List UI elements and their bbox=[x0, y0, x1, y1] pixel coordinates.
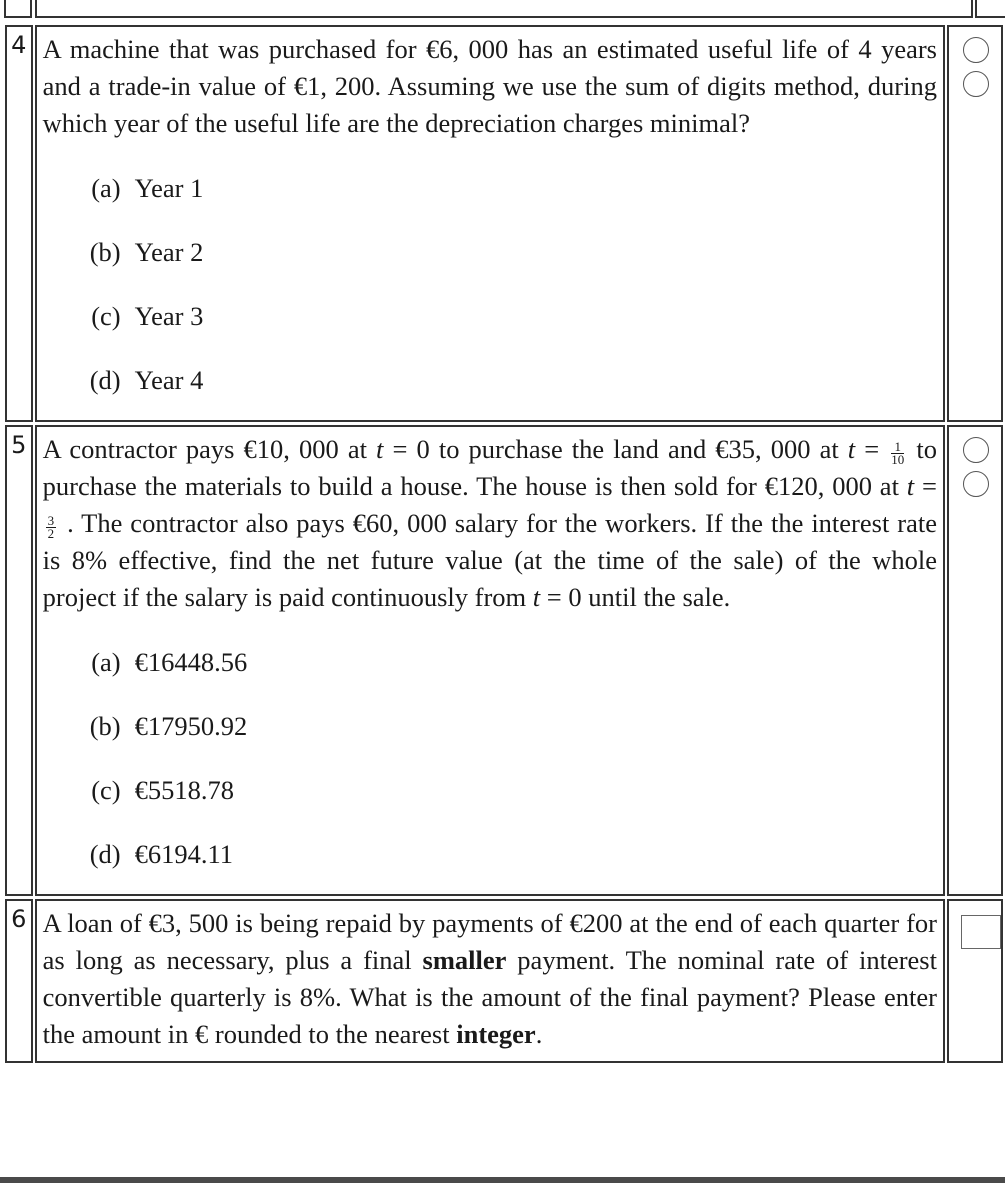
text-segment: to purchase the materials to build a house. The house is then sold for €120, 000 at bbox=[42, 434, 937, 501]
text-segment: = 0 until the sale. bbox=[540, 582, 731, 612]
text-segment: = 0 to purchase the land and €35, 000 at bbox=[383, 434, 848, 464]
previous-answer-cell bbox=[975, 0, 1005, 18]
text-segment: A loan of €3, 500 is being repaid by payments of €200 at the end of each quarter for as long as necessary, plus a final bbox=[42, 908, 937, 975]
option-text: Year 4 bbox=[134, 365, 204, 395]
text-segment: . bbox=[535, 1019, 543, 1049]
bold-smaller: smaller bbox=[422, 945, 507, 975]
option-text: €17950.92 bbox=[134, 711, 248, 741]
question-body bbox=[35, 899, 945, 1063]
options-list bbox=[63, 156, 937, 412]
var-t: t bbox=[847, 434, 856, 464]
fraction-numerator: 1 bbox=[891, 441, 904, 454]
text-segment: = bbox=[914, 471, 937, 501]
previous-question-row-fragment bbox=[0, 0, 1005, 17]
question-row-6 bbox=[5, 899, 1003, 1063]
text-segment: payment. The nominal rate of interest convertible quarterly is 8%. What is the amount of the final payment? Please enter the amount in € rounded to the nearest bbox=[42, 945, 937, 1049]
question-text bbox=[43, 431, 937, 616]
question-text bbox=[43, 905, 937, 1053]
question-row-4 bbox=[5, 25, 1003, 422]
previous-body-cell bbox=[35, 0, 973, 18]
options-list bbox=[63, 630, 937, 886]
answer-cell bbox=[947, 25, 1003, 422]
var-t: t bbox=[532, 582, 541, 612]
option-label: (b) bbox=[89, 711, 121, 741]
fraction-three-halves bbox=[46, 515, 57, 540]
fraction-numerator: 3 bbox=[47, 513, 55, 528]
option-label: (a) bbox=[91, 173, 121, 203]
text-segment: A contractor pays €10, 000 at bbox=[42, 434, 377, 464]
question-number: 5 bbox=[5, 425, 33, 896]
option-label: (c) bbox=[91, 301, 121, 331]
fraction-denominator: 10 bbox=[891, 452, 905, 467]
question-text: A machine that was purchased for €6, 000 has an estimated useful life of 4 years and a trade-in value of €1, 200. Assuming we use the sum of digits method, during which year of the useful life are the depreciation charges minimal? bbox=[42, 34, 937, 138]
option-label: (a) bbox=[91, 647, 121, 677]
option-a bbox=[63, 630, 937, 694]
option-b bbox=[63, 220, 937, 284]
option-d bbox=[63, 348, 937, 412]
option-text: €16448.56 bbox=[134, 647, 248, 677]
question-body bbox=[35, 25, 945, 422]
option-a bbox=[63, 156, 937, 220]
var-t: t bbox=[906, 471, 915, 501]
option-c bbox=[63, 758, 937, 822]
previous-number-cell bbox=[4, 0, 32, 18]
question-body bbox=[35, 425, 945, 896]
fraction-one-tenth bbox=[891, 441, 904, 466]
option-b bbox=[63, 694, 937, 758]
option-label: (c) bbox=[91, 775, 121, 805]
answer-radio-2[interactable] bbox=[963, 71, 989, 97]
var-t: t bbox=[376, 434, 384, 464]
answer-radio-1[interactable] bbox=[963, 437, 989, 463]
option-text: Year 3 bbox=[134, 301, 204, 331]
answer-cell bbox=[947, 425, 1003, 896]
quiz-table bbox=[3, 22, 1005, 1066]
option-c bbox=[63, 284, 937, 348]
answer-radio-1[interactable] bbox=[963, 37, 989, 63]
option-label: (d) bbox=[89, 839, 121, 869]
option-text: Year 1 bbox=[134, 173, 204, 203]
option-text: Year 2 bbox=[134, 237, 204, 267]
option-label: (d) bbox=[89, 365, 121, 395]
option-label: (b) bbox=[89, 237, 121, 267]
footer-divider bbox=[0, 1177, 1005, 1183]
text-segment: . The contractor also pays €60, 000 salary for the workers. If the the interest rate is 8% effective, find the net future value (at the time of the sale) of the whole project if the salary is paid continuously from bbox=[42, 508, 937, 612]
option-d bbox=[63, 822, 937, 886]
question-number: 4 bbox=[5, 25, 33, 422]
answer-cell bbox=[947, 899, 1003, 1063]
bold-integer: integer bbox=[456, 1019, 536, 1049]
option-text: €6194.11 bbox=[134, 839, 234, 869]
answer-radio-2[interactable] bbox=[963, 471, 989, 497]
question-number: 6 bbox=[5, 899, 33, 1063]
fraction-denominator: 2 bbox=[47, 526, 55, 541]
option-text: €5518.78 bbox=[134, 775, 235, 805]
question-row-5 bbox=[5, 425, 1003, 896]
answer-input[interactable] bbox=[961, 915, 1001, 949]
text-segment: = bbox=[855, 434, 889, 464]
